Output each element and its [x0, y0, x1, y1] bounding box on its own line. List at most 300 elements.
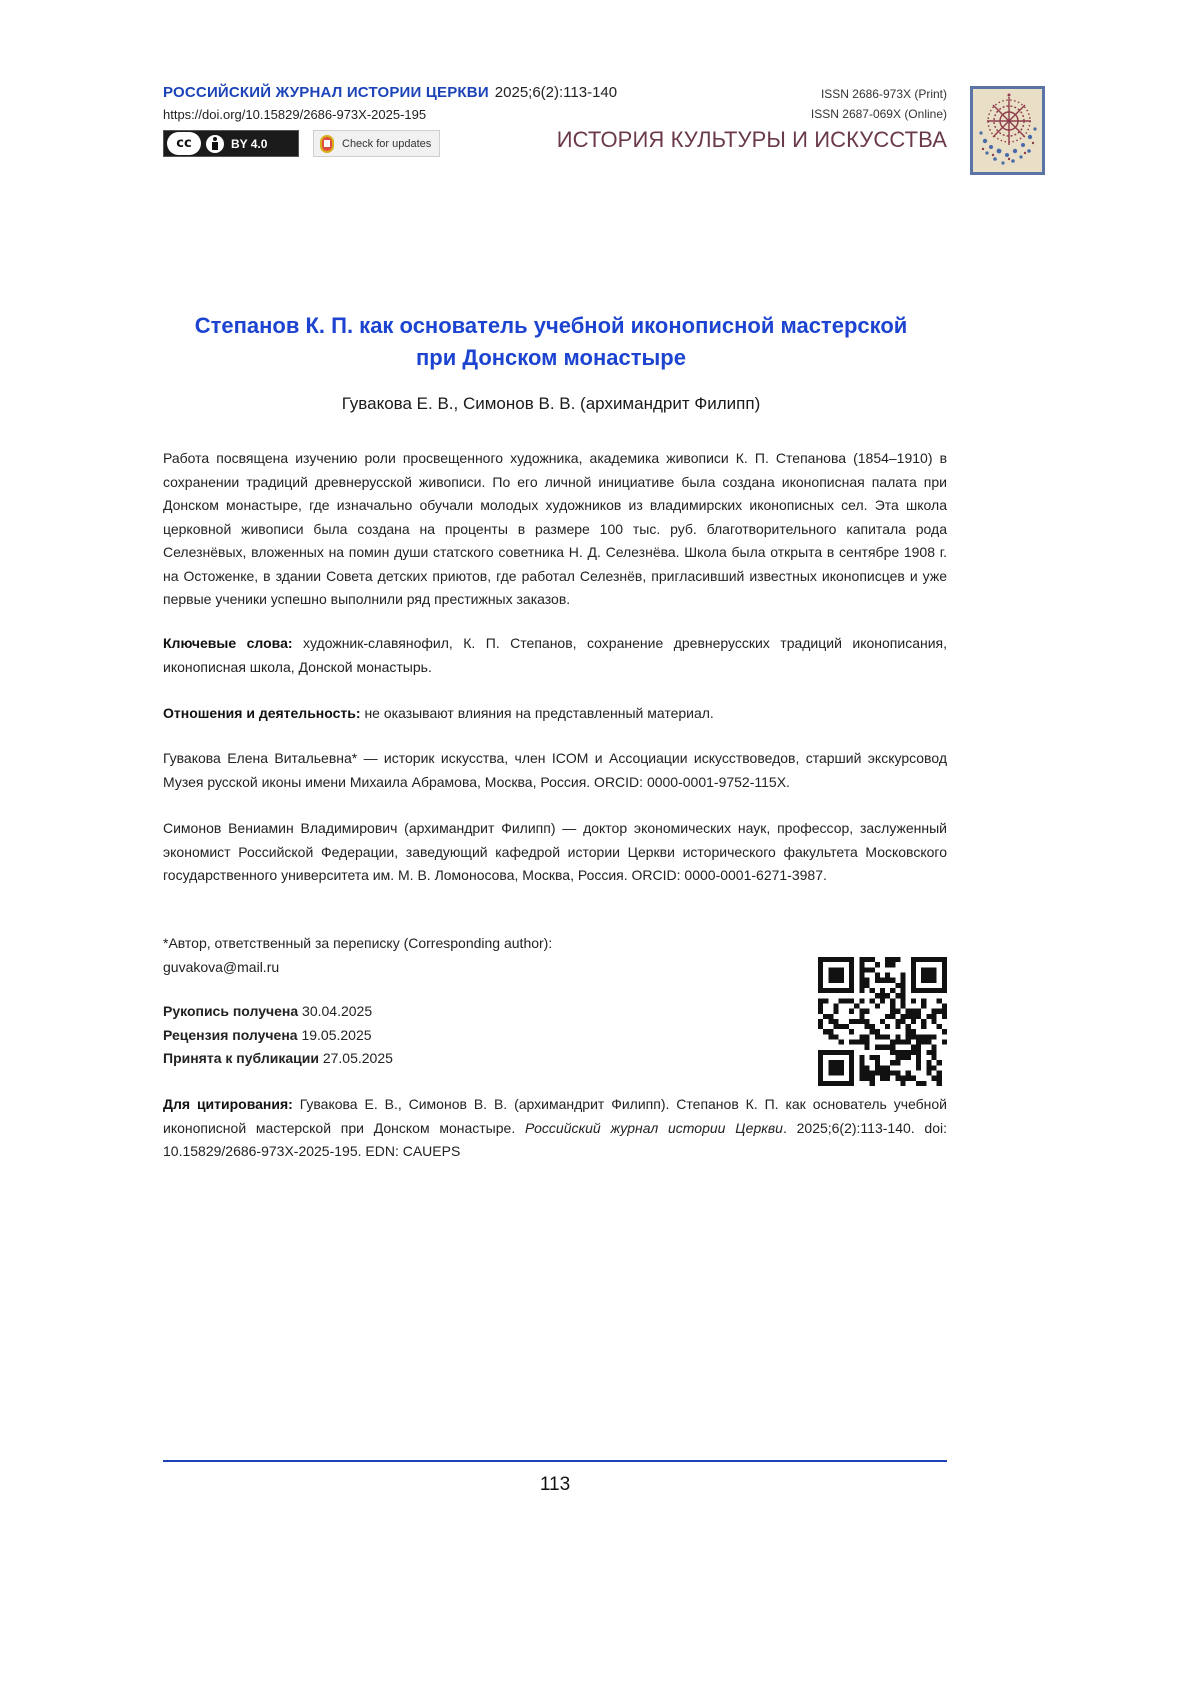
- qr-module: [911, 1034, 916, 1039]
- qr-module: [849, 1019, 854, 1024]
- qr-module: [823, 988, 828, 993]
- qr-module: [833, 1019, 838, 1024]
- qr-module: [937, 1060, 942, 1065]
- qr-module: [833, 1003, 838, 1008]
- qr-module: [890, 1040, 895, 1045]
- qr-module: [890, 957, 895, 962]
- qr-module: [849, 1071, 854, 1076]
- qr-module: [880, 1065, 885, 1070]
- qr-module: [906, 1034, 911, 1039]
- qr-module: [875, 978, 880, 983]
- qr-module: [833, 967, 838, 972]
- qr-module: [916, 1081, 921, 1086]
- qr-module: [828, 978, 833, 983]
- qr-module: [833, 957, 838, 962]
- qr-module: [942, 972, 947, 977]
- qr-module: [890, 1060, 895, 1065]
- qr-module: [870, 1076, 875, 1081]
- corresponding-label: *Автор, ответственный за переписку (Corresponding author):: [163, 935, 553, 951]
- review-row: [163, 1024, 393, 1048]
- qr-module: [859, 967, 864, 972]
- qr-module: [839, 1024, 844, 1029]
- qr-module: [839, 998, 844, 1003]
- qr-module: [921, 1024, 926, 1029]
- qr-module: [901, 1050, 906, 1055]
- qr-module: [937, 1071, 942, 1076]
- qr-module: [911, 1014, 916, 1019]
- qr-module: [875, 962, 880, 967]
- attribution-icon: [206, 135, 224, 153]
- qr-module: [921, 998, 926, 1003]
- qr-module: [911, 1009, 916, 1014]
- qr-module: [932, 988, 937, 993]
- qr-module: [833, 1065, 838, 1070]
- qr-module: [818, 1076, 823, 1081]
- qr-module: [926, 1071, 931, 1076]
- qr-module: [818, 1009, 823, 1014]
- qr-module: [828, 957, 833, 962]
- qr-code[interactable]: [818, 957, 947, 1086]
- qr-module: [942, 983, 947, 988]
- qr-module: [911, 967, 916, 972]
- qr-module: [921, 1034, 926, 1039]
- cite-label: Для цитирования:: [163, 1096, 293, 1112]
- qr-module: [870, 957, 875, 962]
- issn-online: ISSN 2687-069X (Online): [810, 107, 947, 121]
- qr-module: [901, 1014, 906, 1019]
- qr-module: [844, 1024, 849, 1029]
- qr-module: [823, 1081, 828, 1086]
- cite-journal: Российский журнал истории Церкви: [524, 1119, 783, 1136]
- qr-module: [911, 978, 916, 983]
- qr-module: [901, 993, 906, 998]
- qr-module: [885, 1045, 890, 1050]
- qr-module: [932, 1055, 937, 1060]
- qr-module: [849, 1009, 854, 1014]
- qr-module: [942, 1003, 947, 1008]
- qr-module: [906, 1071, 911, 1076]
- qr-module: [921, 1040, 926, 1045]
- qr-module: [901, 1003, 906, 1008]
- review-date: 19.05.2025: [301, 1026, 372, 1043]
- qr-module: [932, 1065, 937, 1070]
- qr-module: [942, 978, 947, 983]
- journal-emblem-icon: [973, 89, 1042, 172]
- qr-module: [828, 1014, 833, 1019]
- qr-module: [875, 1065, 880, 1070]
- qr-module: [818, 1003, 823, 1008]
- qr-module: [818, 1081, 823, 1086]
- qr-module: [864, 967, 869, 972]
- qr-module: [859, 998, 864, 1003]
- relations-text: не оказывают влияния на представленный материал.: [364, 705, 714, 721]
- qr-module: [916, 1065, 921, 1070]
- journal-header: [163, 84, 617, 101]
- qr-module: [849, 1029, 854, 1034]
- qr-module: [864, 983, 869, 988]
- qr-module: [859, 1071, 864, 1076]
- qr-module: [942, 988, 947, 993]
- qr-module: [839, 978, 844, 983]
- qr-module: [937, 1009, 942, 1014]
- qr-module: [818, 957, 823, 962]
- qr-module: [932, 1014, 937, 1019]
- qr-module: [885, 1014, 890, 1019]
- author-bio-1: Гувакова Елена Витальевна* — историк искусства, член ICOM и Ассоциации искусствоведов, старший экскурсовод Музея русской иконы имени Михаила Абрамова, Москва, Россия. ORCID: 0000-0001-9752-115X.: [163, 750, 947, 790]
- received-date: 30.04.2025: [302, 1003, 373, 1019]
- qr-module: [864, 1040, 869, 1045]
- qr-module: [839, 972, 844, 977]
- article-title: [120, 310, 982, 374]
- qr-module: [921, 978, 926, 983]
- qr-module: [870, 1024, 875, 1029]
- qr-module: [833, 1034, 838, 1039]
- qr-module: [849, 967, 854, 972]
- qr-module: [849, 983, 854, 988]
- qr-module: [849, 1081, 854, 1086]
- qr-module: [890, 1014, 895, 1019]
- qr-module: [937, 988, 942, 993]
- qr-module: [849, 1076, 854, 1081]
- qr-module: [875, 1003, 880, 1008]
- qr-module: [895, 1060, 900, 1065]
- qr-module: [839, 1060, 844, 1065]
- qr-module: [839, 1050, 844, 1055]
- qr-module: [906, 1040, 911, 1045]
- qr-module: [921, 1081, 926, 1086]
- qr-module: [932, 957, 937, 962]
- qr-module: [911, 1076, 916, 1081]
- qr-module: [890, 998, 895, 1003]
- qr-module: [839, 1065, 844, 1070]
- qr-module: [818, 983, 823, 988]
- qr-module: [906, 1055, 911, 1060]
- qr-module: [890, 1071, 895, 1076]
- qr-module: [885, 1034, 890, 1039]
- qr-module: [875, 1034, 880, 1039]
- qr-module: [916, 957, 921, 962]
- qr-module: [901, 978, 906, 983]
- qr-module: [911, 988, 916, 993]
- qr-module: [823, 998, 828, 1003]
- qr-module: [880, 1034, 885, 1039]
- qr-module: [859, 957, 864, 962]
- qr-module: [818, 1071, 823, 1076]
- qr-module: [849, 978, 854, 983]
- qr-module: [901, 1040, 906, 1045]
- article-authors: Гувакова Е. В., Симонов В. В. (архимандрит Филипп): [341, 394, 761, 413]
- qr-module: [942, 1014, 947, 1019]
- qr-module: [818, 1060, 823, 1065]
- qr-module: [833, 1071, 838, 1076]
- qr-module: [926, 967, 931, 972]
- article-title-line-2: при Донском монастыре: [416, 345, 686, 370]
- qr-module: [828, 1060, 833, 1065]
- qr-module: [901, 1019, 906, 1024]
- qr-module: [864, 1009, 869, 1014]
- qr-module: [849, 1060, 854, 1065]
- qr-module: [844, 1050, 849, 1055]
- qr-module: [921, 957, 926, 962]
- relations-label: Отношения и деятельность:: [163, 705, 361, 721]
- cc-icon: cc: [167, 132, 201, 155]
- qr-module: [859, 1065, 864, 1070]
- received-row: [163, 1000, 393, 1024]
- section-title: ИСТОРИЯ КУЛЬТУРЫ И ИСКУССТВА: [556, 127, 947, 152]
- qr-module: [849, 1065, 854, 1070]
- qr-module: [890, 1050, 895, 1055]
- page-number: 113: [539, 1474, 571, 1495]
- qr-module: [849, 972, 854, 977]
- qr-module: [932, 1034, 937, 1039]
- qr-module: [818, 1065, 823, 1070]
- qr-module: [937, 1076, 942, 1081]
- qr-module: [942, 962, 947, 967]
- check-updates-label: Check for updates: [342, 137, 432, 150]
- qr-module: [911, 983, 916, 988]
- qr-module: [864, 1065, 869, 1070]
- qr-module: [895, 1019, 900, 1024]
- crossmark-icon: [320, 135, 334, 153]
- qr-module: [926, 988, 931, 993]
- qr-module: [833, 972, 838, 977]
- qr-module: [926, 1014, 931, 1019]
- qr-module: [859, 1040, 864, 1045]
- qr-module: [921, 1019, 926, 1024]
- qr-module: [870, 1029, 875, 1034]
- qr-module: [828, 1065, 833, 1070]
- qr-module: [937, 1024, 942, 1029]
- abstract: Работа посвящена изучению роли просвещенного художника, академика живописи К. П. Степанова (1854–1910) в сохранении традиций древнерусской живописи. По его личной инициативе была создана иконописная палата при Донском монастыре, где изначально обучали молодых художников из владимирских иконописных сел. Эта школа церковной живописи была создана на проценты в размере 100 тыс. руб. благотворительного капитала рода Селезнёвых, вложенных на помин души статского советника Н. Д. Селезнёва. Школа была открыта в сентябре 1908 г. на Остоженке, в здании Совета детских приютов, где работал Селезнёв, пригласивший известных иконописцев и уже первые ученики успешно выполнили ряд престижных заказов.: [163, 450, 947, 607]
- qr-module: [828, 1050, 833, 1055]
- qr-module: [901, 1055, 906, 1060]
- citation: [163, 1093, 947, 1164]
- keywords-text: художник-славянофил, К. П. Степанов, сохранение древнерусских традиций иконописания, иконописная школа, Донской монастырь.: [163, 635, 948, 675]
- qr-module: [916, 1009, 921, 1014]
- qr-module: [880, 1019, 885, 1024]
- qr-module: [885, 972, 890, 977]
- qr-module: [833, 1009, 838, 1014]
- qr-module: [870, 988, 875, 993]
- qr-module: [864, 957, 869, 962]
- qr-module: [911, 962, 916, 967]
- qr-module: [906, 1076, 911, 1081]
- qr-module: [818, 1019, 823, 1024]
- qr-module: [833, 1024, 838, 1029]
- qr-module: [880, 1076, 885, 1081]
- qr-module: [932, 1045, 937, 1050]
- qr-module: [921, 972, 926, 977]
- qr-module: [859, 1076, 864, 1081]
- qr-module: [926, 957, 931, 962]
- qr-module: [849, 988, 854, 993]
- check-updates-button[interactable]: [313, 130, 440, 157]
- cite-text-1: Гувакова Е. В., Симонов В. В. (архимандрит Филипп). Степанов К. П. как основатель учебной иконописной мастерской при Донском монастыре.: [163, 1096, 947, 1136]
- qr-module: [849, 1040, 854, 1045]
- qr-module: [890, 1003, 895, 1008]
- qr-module: [875, 972, 880, 977]
- qr-module: [859, 1034, 864, 1039]
- received-label: Рукопись получена: [163, 1003, 299, 1019]
- qr-module: [859, 1060, 864, 1065]
- qr-module: [911, 972, 916, 977]
- qr-module: [844, 988, 849, 993]
- qr-module: [844, 1081, 849, 1086]
- qr-module: [901, 988, 906, 993]
- qr-module: [906, 1024, 911, 1029]
- qr-module: [859, 1055, 864, 1060]
- qr-module: [823, 1050, 828, 1055]
- qr-module: [911, 1045, 916, 1050]
- qr-module: [870, 1055, 875, 1060]
- qr-module: [937, 1081, 942, 1086]
- qr-module: [895, 993, 900, 998]
- qr-module: [859, 962, 864, 967]
- qr-module: [854, 1003, 859, 1008]
- qr-module: [849, 998, 854, 1003]
- qr-module: [937, 957, 942, 962]
- keywords-label: Ключевые слова:: [163, 635, 293, 651]
- review-label: Рецензия получена: [163, 1026, 298, 1043]
- qr-module: [818, 978, 823, 983]
- qr-module: [859, 1019, 864, 1024]
- accepted-date: 27.05.2025: [322, 1050, 393, 1066]
- qr-module: [901, 972, 906, 977]
- qr-module: [880, 1071, 885, 1076]
- qr-module: [942, 1029, 947, 1034]
- qr-code-icon: [818, 957, 947, 1086]
- qr-module: [880, 993, 885, 998]
- qr-module: [926, 1040, 931, 1045]
- qr-module: [885, 1065, 890, 1070]
- qr-module: [833, 978, 838, 983]
- qr-module: [921, 1003, 926, 1008]
- qr-module: [880, 988, 885, 993]
- cc-license-badge[interactable]: [163, 130, 299, 157]
- qr-module: [875, 1055, 880, 1060]
- journal-name[interactable]: РОССИЙСКИЙ ЖУРНАЛ ИСТОРИИ ЦЕРКВИ: [163, 84, 489, 101]
- qr-module: [849, 1055, 854, 1060]
- qr-module: [911, 1019, 916, 1024]
- qr-module: [906, 1029, 911, 1034]
- qr-module: [895, 1034, 900, 1039]
- qr-module: [942, 957, 947, 962]
- qr-module: [833, 1081, 838, 1086]
- qr-module: [885, 1076, 890, 1081]
- journal-logo: [970, 86, 1045, 175]
- journal-issue: 2025;6(2):113-140: [494, 84, 618, 101]
- qr-module: [932, 972, 937, 977]
- qr-module: [901, 1081, 906, 1086]
- qr-module: [890, 1009, 895, 1014]
- qr-module: [849, 962, 854, 967]
- submission-dates: [163, 1000, 393, 1071]
- qr-module: [875, 1060, 880, 1065]
- qr-module: [916, 988, 921, 993]
- qr-module: [859, 978, 864, 983]
- qr-module: [885, 993, 890, 998]
- qr-module: [875, 1071, 880, 1076]
- qr-module: [895, 1040, 900, 1045]
- qr-module: [828, 1019, 833, 1024]
- qr-module: [906, 1009, 911, 1014]
- qr-module: [942, 1009, 947, 1014]
- qr-module: [895, 1055, 900, 1060]
- qr-module: [818, 1055, 823, 1060]
- qr-module: [942, 967, 947, 972]
- qr-module: [859, 1009, 864, 1014]
- author-bio-2: Симонов Вениамин Владимирович (архимандрит Филипп) — доктор экономических наук, профессор, заслуженный экономист Российской Федерации, заведующий кафедрой истории Церкви исторического факультета Московского государственного университета им. М. В. Ломоносова, Москва, Россия. ORCID: 0000-0001-6271-3987.: [163, 820, 947, 883]
- qr-module: [864, 1034, 869, 1039]
- qr-module: [864, 978, 869, 983]
- qr-module: [844, 998, 849, 1003]
- qr-module: [942, 1040, 947, 1045]
- qr-module: [833, 1050, 838, 1055]
- qr-module: [926, 1060, 931, 1065]
- qr-module: [901, 983, 906, 988]
- qr-module: [864, 1019, 869, 1024]
- qr-module: [895, 1071, 900, 1076]
- qr-module: [916, 1014, 921, 1019]
- qr-module: [833, 1060, 838, 1065]
- corresponding-author: [163, 932, 763, 979]
- qr-module: [859, 983, 864, 988]
- qr-module: [885, 1024, 890, 1029]
- qr-module: [911, 1050, 916, 1055]
- qr-module: [864, 1024, 869, 1029]
- qr-module: [823, 1014, 828, 1019]
- qr-module: [864, 1045, 869, 1050]
- qr-module: [932, 1050, 937, 1055]
- qr-module: [911, 998, 916, 1003]
- qr-module: [844, 957, 849, 962]
- qr-module: [916, 1034, 921, 1039]
- qr-module: [906, 1014, 911, 1019]
- qr-module: [875, 1045, 880, 1050]
- qr-module: [828, 972, 833, 977]
- qr-module: [864, 1071, 869, 1076]
- qr-module: [870, 1081, 875, 1086]
- qr-module: [880, 978, 885, 983]
- qr-module: [916, 1040, 921, 1045]
- qr-module: [926, 978, 931, 983]
- qr-module: [818, 1050, 823, 1055]
- qr-module: [890, 1045, 895, 1050]
- qr-module: [890, 988, 895, 993]
- qr-module: [875, 1029, 880, 1034]
- qr-module: [870, 967, 875, 972]
- qr-module: [916, 1055, 921, 1060]
- qr-module: [926, 1034, 931, 1039]
- qr-module: [885, 957, 890, 962]
- qr-module: [926, 972, 931, 977]
- cite-text-2: . 2025;6(2):113-140. doi: 10.15829/2686-973X-2025-195. EDN: CAUEPS: [163, 1119, 947, 1159]
- qr-module: [926, 1050, 931, 1055]
- corresponding-email[interactable]: guvakova@mail.ru: [163, 958, 280, 975]
- qr-module: [839, 957, 844, 962]
- qr-module: [911, 1029, 916, 1034]
- qr-module: [828, 988, 833, 993]
- qr-module: [895, 1024, 900, 1029]
- qr-module: [937, 998, 942, 1003]
- keywords: [163, 632, 947, 679]
- doi-link[interactable]: https://doi.org/10.15829/2686-973X-2025-195: [163, 107, 427, 122]
- qr-module: [854, 1019, 859, 1024]
- qr-module: [839, 1040, 844, 1045]
- qr-module: [859, 972, 864, 977]
- qr-module: [828, 1071, 833, 1076]
- qr-module: [818, 972, 823, 977]
